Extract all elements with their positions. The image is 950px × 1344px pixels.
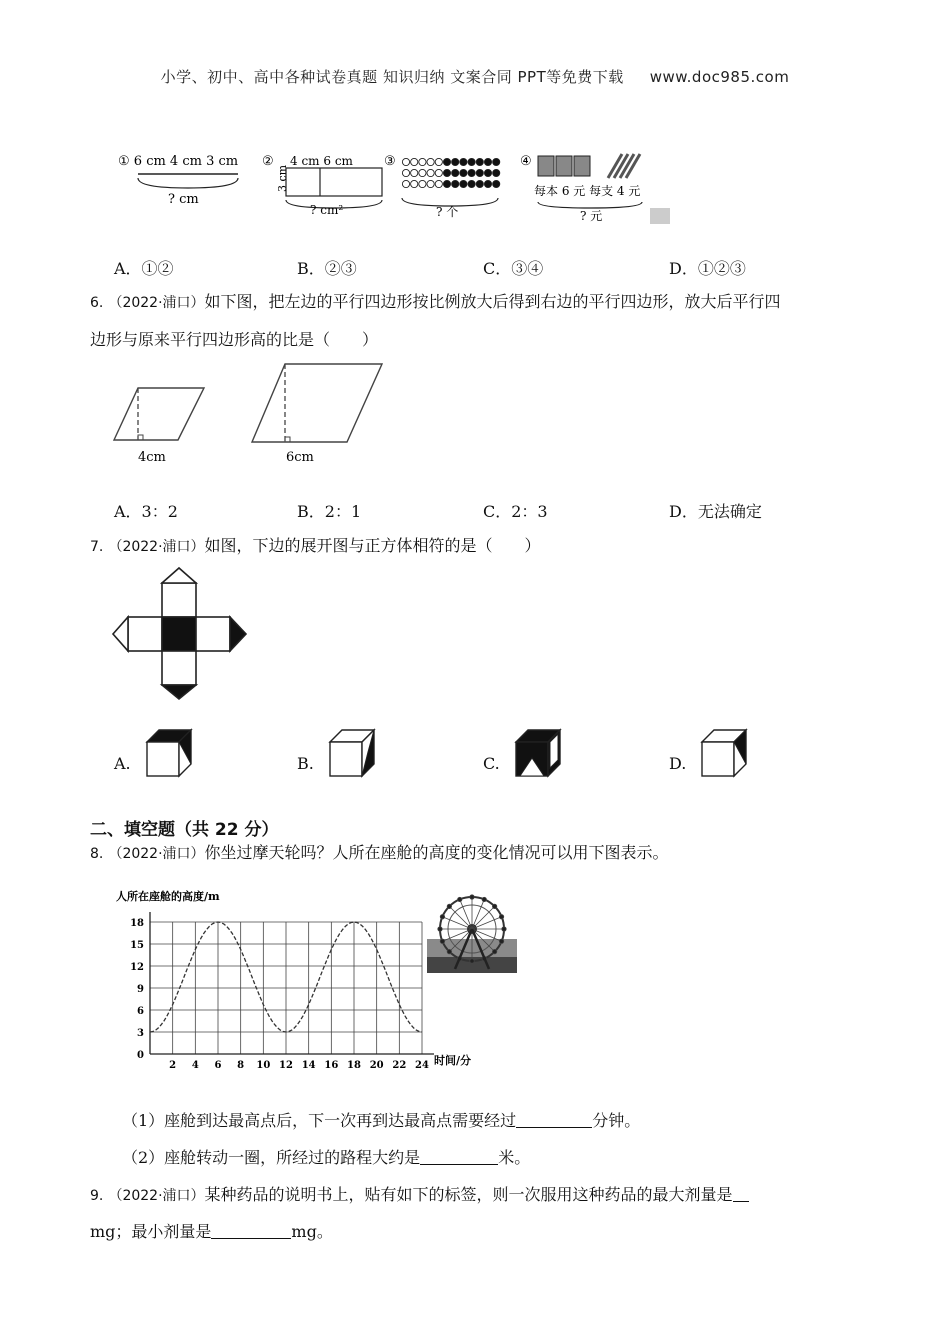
counting-dot xyxy=(493,169,500,176)
large-parallelogram xyxy=(252,364,382,442)
q6-figure xyxy=(108,360,398,470)
q9-line2-unit: mg。 xyxy=(291,1222,333,1241)
q9-min-blank[interactable] xyxy=(211,1222,291,1239)
q5-fig1-lengths: ① 6 cm 4 cm 3 cm xyxy=(118,154,239,169)
ferris-wheel-photo xyxy=(427,891,517,973)
q9-line2 xyxy=(90,1219,333,1245)
q8-sub2-unit: 米。 xyxy=(498,1148,531,1167)
y-tick-label: 18 xyxy=(130,918,144,929)
gondola xyxy=(458,897,462,901)
q5-option-a[interactable]: A．①② xyxy=(114,259,174,278)
x-tick-label: 8 xyxy=(237,1060,245,1071)
q6-option-b[interactable]: B．2：1 xyxy=(297,502,362,521)
counting-dot xyxy=(427,158,434,165)
chart-y-ticks xyxy=(130,918,144,1061)
q5-fig3-question: ? 个 xyxy=(436,205,459,219)
y-tick-label: 12 xyxy=(130,962,144,973)
x-tick-label: 10 xyxy=(256,1060,271,1071)
counting-dot xyxy=(493,180,500,187)
gondola xyxy=(502,927,506,931)
q7-cube-b[interactable] xyxy=(326,726,376,778)
y-tick-label: 6 xyxy=(137,1006,144,1017)
q7-option-c[interactable]: C. xyxy=(483,754,500,773)
section-fill-in-title: 二、填空题（共 22 分） xyxy=(90,820,279,840)
gondola xyxy=(499,939,503,943)
q8-sub1 xyxy=(122,1108,640,1134)
q5-figures xyxy=(110,148,690,230)
counting-dot xyxy=(402,158,409,165)
q6-option-d[interactable]: D．无法确定 xyxy=(669,502,762,521)
q5-fig4-label: 每本 6 元 每支 4 元 xyxy=(534,184,641,198)
counting-dot xyxy=(411,158,418,165)
q7-cube-a[interactable] xyxy=(143,726,193,778)
gondola xyxy=(470,959,474,963)
q7-cube-c[interactable] xyxy=(512,726,564,778)
q6-option-a[interactable]: A．3：2 xyxy=(114,502,178,521)
counting-dot xyxy=(468,158,475,165)
q7-cube-net xyxy=(110,566,250,702)
gondola xyxy=(499,915,503,919)
q5-fig3-num: ③ xyxy=(384,154,396,169)
counting-dot xyxy=(435,158,442,165)
q8-sub1-blank[interactable] xyxy=(516,1111,592,1128)
q5-fig4-question: ? 元 xyxy=(580,209,603,223)
q5-option-d[interactable]: D．①②③ xyxy=(669,259,746,278)
gondola xyxy=(482,897,486,901)
q8-number: 8. xyxy=(90,846,104,862)
x-tick-label: 22 xyxy=(392,1060,407,1071)
gondola xyxy=(447,904,451,908)
q5-option-c[interactable]: C．③④ xyxy=(483,259,544,278)
q7-option-a[interactable]: A. xyxy=(114,754,131,773)
counting-dot xyxy=(484,169,491,176)
y-tick-label: 15 xyxy=(130,940,144,951)
x-tick-label: 20 xyxy=(369,1060,384,1071)
q7-option-b[interactable]: B. xyxy=(297,754,314,773)
q8-sub2-blank[interactable] xyxy=(420,1148,498,1165)
gondola xyxy=(447,949,451,953)
q7-number: 7. xyxy=(90,539,104,555)
q5-fig1-question: ? cm xyxy=(168,192,199,207)
counting-dot xyxy=(427,169,434,176)
q5-fig4 xyxy=(520,154,670,224)
q8-sub1-unit: 分钟。 xyxy=(592,1111,641,1130)
y-tick-label: 0 xyxy=(137,1050,144,1061)
q6-source: （2022·浦口） xyxy=(108,295,205,311)
q9-max-blank[interactable] xyxy=(733,1185,749,1202)
header-site: www.doc985.com xyxy=(649,68,790,86)
small-parallelogram xyxy=(114,388,204,440)
x-tick-label: 6 xyxy=(214,1060,222,1071)
counting-dot xyxy=(402,180,409,187)
q6-stem-line2: 边形与原来平行四边形高的比是（ ） xyxy=(90,330,379,349)
counting-dot xyxy=(443,158,450,165)
counting-dot xyxy=(468,180,475,187)
q8-sub2-text: （2）座舱转动一圈，所经过的路程大约是 xyxy=(122,1148,421,1167)
counting-dot xyxy=(402,169,409,176)
q5-fig3 xyxy=(384,154,500,219)
gondola xyxy=(492,949,496,953)
q5-option-b[interactable]: B．②③ xyxy=(297,259,357,278)
counting-dot xyxy=(452,158,459,165)
counting-dot xyxy=(460,169,467,176)
page-header xyxy=(0,66,950,87)
x-tick-label: 12 xyxy=(279,1060,293,1071)
x-tick-label: 2 xyxy=(169,1060,177,1071)
counting-dot xyxy=(476,158,483,165)
q5-fig2-question: ? cm² xyxy=(310,203,344,217)
counting-dot xyxy=(435,180,442,187)
q5-fig2-num: ② xyxy=(262,154,274,169)
q9-line2-text: mg；最小剂量是 xyxy=(90,1222,212,1241)
q6-stem xyxy=(90,289,860,315)
counting-dot xyxy=(452,180,459,187)
x-tick-label: 4 xyxy=(191,1060,199,1071)
counting-dot xyxy=(484,158,491,165)
q7-text: 如图，下边的展开图与正方体相符的是（ ） xyxy=(204,536,541,555)
q5-fig2-top: 4 cm 6 cm xyxy=(290,154,353,168)
q8-sub1-text: （1）座舱到达最高点后，下一次再到达最高点需要经过 xyxy=(122,1111,517,1130)
q5-fig1 xyxy=(118,154,238,207)
q9-source: （2022·浦口） xyxy=(108,1188,205,1204)
counting-dot xyxy=(443,180,450,187)
q5-fig2-side: 3 cm xyxy=(276,164,289,192)
counting-dot xyxy=(484,180,491,187)
q6-option-c[interactable]: C．2：3 xyxy=(483,502,548,521)
q9-stem xyxy=(90,1182,870,1208)
counting-dot xyxy=(419,169,426,176)
counting-dot xyxy=(460,180,467,187)
gondola xyxy=(440,915,444,919)
q7-cube-d[interactable] xyxy=(698,726,750,778)
q8-text: 你坐过摩天轮吗？人所在座舱的高度的变化情况可以用下图表示。 xyxy=(204,843,669,862)
q8-source: （2022·浦口） xyxy=(108,846,205,862)
x-tick-label: 16 xyxy=(324,1060,339,1071)
q7-source: （2022·浦口） xyxy=(108,539,205,555)
chart-x-label: 时间/分 xyxy=(434,1054,472,1067)
counting-dot xyxy=(427,180,434,187)
q6-number: 6. xyxy=(90,295,104,311)
y-tick-label: 9 xyxy=(137,984,144,995)
counting-dot xyxy=(419,158,426,165)
counting-dot xyxy=(419,180,426,187)
x-tick-label: 14 xyxy=(301,1060,316,1071)
q8-sub2 xyxy=(122,1145,530,1171)
counting-dot xyxy=(411,180,418,187)
q6-right-base: 6cm xyxy=(286,450,314,465)
gondola xyxy=(492,904,496,908)
counting-dot xyxy=(452,169,459,176)
counting-dot xyxy=(411,169,418,176)
header-text: 小学、初中、高中各种试卷真题 知识归纳 文案合同 PPT等免费下载 xyxy=(160,68,624,86)
gondola xyxy=(438,927,442,931)
counting-dot xyxy=(435,169,442,176)
q8-stem xyxy=(90,840,669,866)
q5-fig2 xyxy=(262,154,382,217)
q6-text-line1: 如下图，把左边的平行四边形按比例放大后得到右边的平行四边形，放大后平行四 xyxy=(204,292,781,311)
chart-x-ticks xyxy=(169,1060,429,1071)
gondola xyxy=(470,895,474,899)
x-tick-label: 18 xyxy=(347,1060,361,1071)
q9-number: 9. xyxy=(90,1188,104,1204)
chart-y-label: 人所在座舱的高度/m xyxy=(116,890,220,903)
counting-dot xyxy=(468,169,475,176)
black-face xyxy=(162,617,196,651)
x-tick-label: 24 xyxy=(415,1060,429,1071)
counting-dot xyxy=(443,169,450,176)
counting-dot xyxy=(476,169,483,176)
y-tick-label: 3 xyxy=(137,1028,144,1039)
gondola xyxy=(440,939,444,943)
q7-stem xyxy=(90,533,541,559)
q7-option-d[interactable]: D. xyxy=(669,754,687,773)
counting-dot xyxy=(460,158,467,165)
counting-dot xyxy=(476,180,483,187)
counting-dot xyxy=(493,158,500,165)
q5-fig4-num: ④ xyxy=(520,154,532,169)
q9-text: 某种药品的说明书上，贴有如下的标签，则一次服用这种药品的最大剂量是 xyxy=(204,1185,733,1204)
q6-left-base: 4cm xyxy=(138,450,166,465)
chart-grid xyxy=(150,912,434,1054)
